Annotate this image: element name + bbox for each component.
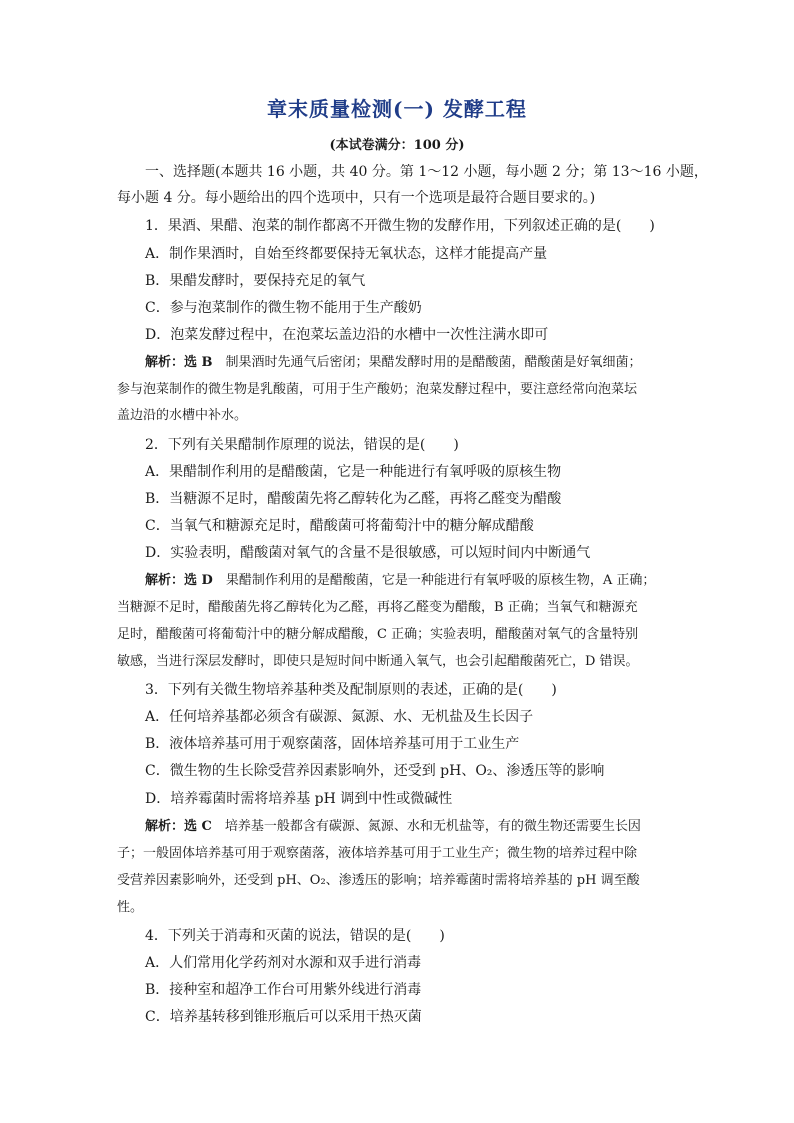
analysis-text: 制果酒时先通气后密闭；果醋发酵时用的是醋酸菌，醋酸菌是好氧细菌； [225, 355, 642, 370]
question-1-option-a: A．制作果酒时，自始至终都要保持无氧状态，这样才能提高产量 [145, 246, 548, 262]
question-4-option-b: B．接种室和超净工作台可用紫外线进行消毒 [145, 982, 422, 998]
page-subtitle: (本试卷满分：100 分) [329, 138, 465, 153]
analysis-label: 解析：选 D [145, 573, 213, 588]
question-2-analysis-line-2: 当糖源不足时，醋酸菌先将乙醇转化为乙醛，再将乙醛变为醋酸，B 正确；当氧气和糖源充 [117, 600, 638, 615]
section-heading-line-1: 一、选择题(本题共 16 小题，共 40 分。第 1～12 小题，每小题 2 分；第 13～16 小题， [145, 164, 708, 180]
question-1-stem: 1．果酒、果醋、泡菜的制作都离不开微生物的发酵作用，下列叙述正确的是( ) [145, 218, 655, 234]
question-3-analysis-line-4: 性。 [117, 900, 144, 915]
question-2-analysis-line-3: 足时，醋酸菌可将葡萄汁中的糖分解成醋酸，C 正确；实验表明，醋酸菌对氧气的含量特别 [117, 627, 639, 642]
question-3-analysis-line-2: 子；一般固体培养基可用于观察菌落，液体培养基可用于工业生产；微生物的培养过程中除 [117, 846, 638, 861]
question-2-stem: 2．下列有关果醋制作原理的说法，错误的是( ) [145, 437, 459, 453]
analysis-label: 解析：选 C [145, 819, 212, 834]
section-heading-line-2: 每小题 4 分。每小题给出的四个选项中，只有一个选项是最符合题目要求的。) [117, 190, 596, 206]
question-3-analysis-line-3: 受营养因素影响外，还受到 pH、O₂、渗透压的影响；培养霉菌时需将培养基的 pH 调至酸 [117, 873, 640, 888]
analysis-label: 解析：选 B [145, 355, 213, 370]
question-2-option-b: B．当糖源不足时，醋酸菌先将乙醇转化为乙醛，再将乙醛变为醋酸 [145, 491, 562, 507]
question-4-option-a: A．人们常用化学药剂对水源和双手进行消毒 [145, 955, 422, 971]
question-2-option-c: C．当氧气和糖源充足时，醋酸菌可将葡萄汁中的糖分解成醋酸 [145, 518, 534, 534]
question-1-analysis-line-2: 参与泡菜制作的微生物是乳酸菌，可用于生产酸奶；泡菜发酵过程中，要注意经常向泡菜坛 [117, 382, 638, 397]
question-3-analysis-line-1 [145, 818, 641, 836]
question-2-analysis-line-4: 敏感，当进行深层发酵时，即使只是短时间中断通入氧气，也会引起醋酸菌死亡，D 错误。 [117, 654, 639, 669]
question-4-stem: 4．下列关于消毒和灭菌的说法，错误的是( ) [145, 928, 445, 944]
question-2-option-a: A．果醋制作利用的是醋酸菌，它是一种能进行有氧呼吸的原核生物 [145, 464, 562, 480]
question-2-analysis-line-1 [145, 572, 655, 590]
question-3-option-d: D．培养霉菌时需将培养基 pH 调到中性或微碱性 [145, 791, 453, 807]
question-3-option-c: C．微生物的生长除受营养因素影响外，还受到 pH、O₂、渗透压等的影响 [145, 763, 605, 779]
question-1-analysis-line-1 [145, 354, 642, 372]
question-1-option-b: B．果醋发酵时，要保持充足的氧气 [145, 273, 366, 289]
question-1-analysis-line-3: 盖边沿的水槽中补水。 [117, 408, 248, 423]
page-title: 章末质量检测(一) 发酵工程 [267, 97, 527, 121]
question-3-option-b: B．液体培养基可用于观察菌落，固体培养基可用于工业生产 [145, 736, 520, 752]
question-1-option-c: C．参与泡菜制作的微生物不能用于生产酸奶 [145, 300, 422, 316]
question-3-option-a: A．任何培养基都必须含有碳源、氮源、水、无机盐及生长因子 [145, 709, 534, 725]
analysis-text: 培养基一般都含有碳源、氮源、水和无机盐等，有的微生物还需要生长因 [224, 819, 641, 834]
question-4-option-c: C．培养基转移到锥形瓶后可以采用干热灭菌 [145, 1009, 422, 1025]
question-2-option-d: D．实验表明，醋酸菌对氧气的含量不是很敏感，可以短时间内中断通气 [145, 545, 591, 561]
question-1-option-d: D．泡菜发酵过程中，在泡菜坛盖边沿的水槽中一次性注满水即可 [145, 327, 549, 343]
question-3-stem: 3．下列有关微生物培养基种类及配制原则的表述，正确的是( ) [145, 682, 557, 698]
analysis-text: 果醋制作利用的是醋酸菌，它是一种能进行有氧呼吸的原核生物，A 正确； [225, 573, 656, 588]
